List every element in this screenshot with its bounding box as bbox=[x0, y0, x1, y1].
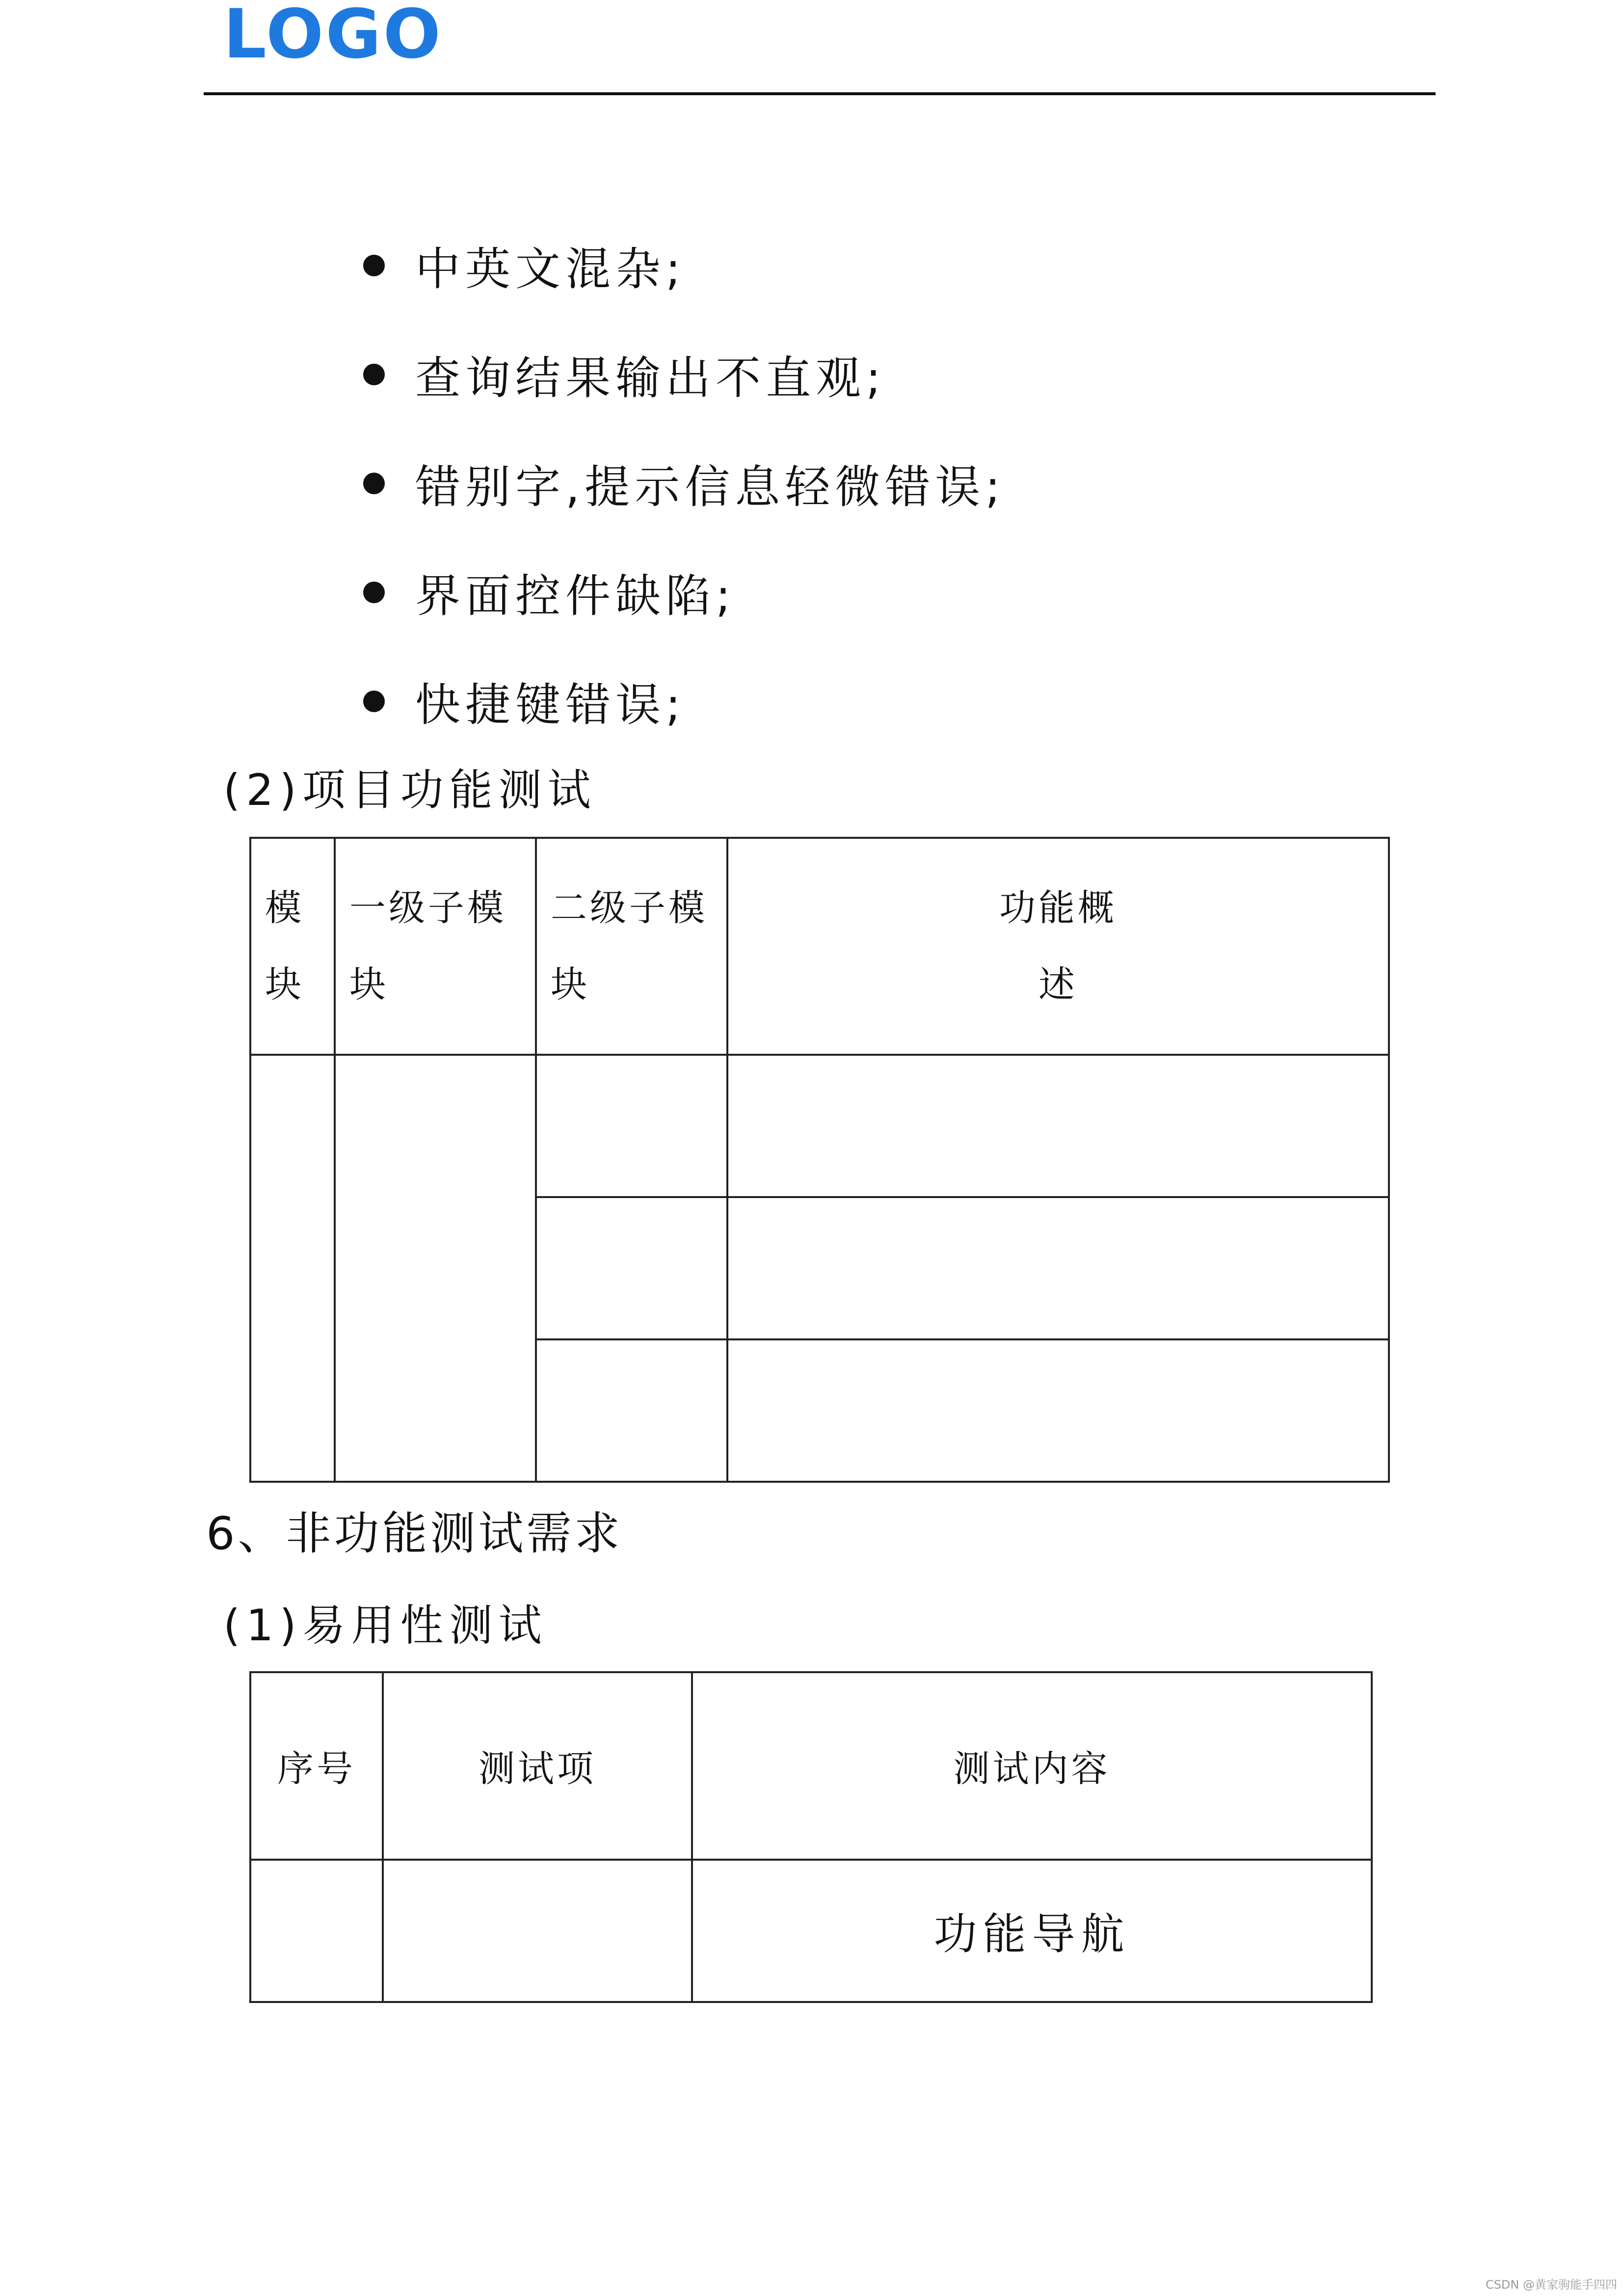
cell-test-item bbox=[383, 1860, 692, 2002]
header-divider bbox=[204, 92, 1436, 95]
bullet-item bbox=[363, 320, 1005, 429]
bullet-text: 界面控件缺陷; bbox=[415, 570, 736, 622]
bullet-dot-icon bbox=[363, 473, 385, 494]
defect-bullet-list bbox=[363, 211, 1005, 756]
bullet-dot-icon bbox=[363, 255, 385, 276]
functional-test-table bbox=[249, 837, 1390, 1483]
bullet-text: 快捷键错误; bbox=[415, 679, 686, 731]
table-row bbox=[250, 1860, 1372, 2002]
bullet-text: 中英文混杂; bbox=[415, 243, 686, 295]
bullet-item bbox=[363, 211, 1005, 320]
subheading-project-functional-test: (2)项目功能测试 bbox=[223, 765, 597, 815]
header-sub-module-level-2: 二级子模 块 bbox=[536, 838, 727, 1055]
cell-module bbox=[250, 1055, 335, 1482]
cell-sub-module-level-2 bbox=[536, 1197, 727, 1339]
header-test-content: 测试内容 bbox=[692, 1672, 1372, 1860]
cell-seq-no bbox=[250, 1860, 383, 2002]
bullet-item bbox=[363, 429, 1005, 538]
logo: LOGO bbox=[223, 0, 443, 74]
bullet-item bbox=[363, 647, 1005, 756]
bullet-text: 错别字,提示信息轻微错误; bbox=[415, 461, 1006, 513]
header-module: 模 块 bbox=[250, 838, 335, 1055]
bullet-item bbox=[363, 538, 1005, 647]
bullet-dot-icon bbox=[363, 691, 385, 712]
bullet-text: 查询结果输出不直观; bbox=[415, 352, 886, 404]
usability-test-table bbox=[249, 1671, 1373, 2003]
cell-sub-module-level-2 bbox=[536, 1339, 727, 1482]
section-heading-nonfunctional: 6、非功能测试需求 bbox=[206, 1507, 623, 1560]
header-test-item: 测试项 bbox=[383, 1672, 692, 1860]
table-header-row bbox=[250, 1672, 1372, 1860]
bullet-dot-icon bbox=[363, 582, 385, 603]
cell-sub-module-level-2 bbox=[536, 1055, 727, 1197]
table-row bbox=[250, 1055, 1389, 1197]
watermark: CSDN @黄家驹能手四四 bbox=[1485, 2278, 1617, 2292]
cell-function-overview bbox=[727, 1197, 1389, 1339]
bullet-dot-icon bbox=[363, 364, 385, 385]
cell-sub-module-level-1 bbox=[335, 1055, 536, 1482]
header-seq-no: 序号 bbox=[250, 1672, 383, 1860]
cell-function-overview bbox=[727, 1055, 1389, 1197]
cell-function-overview bbox=[727, 1339, 1389, 1482]
header-sub-module-level-1: 一级子模 块 bbox=[335, 838, 536, 1055]
cell-test-content: 功能导航 bbox=[692, 1860, 1372, 2002]
header-function-overview: 功能概 述 bbox=[727, 838, 1389, 1055]
table-header-row bbox=[250, 838, 1389, 1055]
subheading-usability-test: (1)易用性测试 bbox=[223, 1600, 548, 1651]
